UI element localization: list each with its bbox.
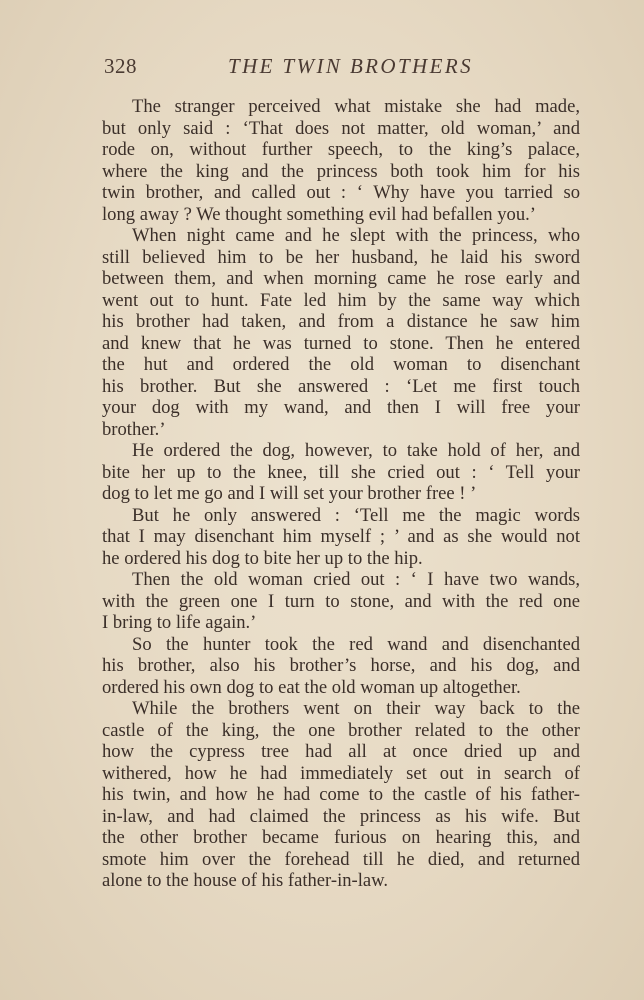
text-line: dog to let me go and I will set your brother free ! ’ <box>102 483 477 504</box>
text-line: When night came and he slept with the princess, who <box>132 225 580 246</box>
text-line: While the brothers went on their way back to the <box>132 698 580 719</box>
text-line: bite her up to the knee, till she cried out : ‘ Tell your <box>102 461 580 483</box>
text-line: and knew that he was turned to stone. Then he entered <box>102 332 580 354</box>
text-line: smote him over the forehead till he died, and returned <box>102 848 580 870</box>
text-line: his brother. But she answered : ‘Let me first touch <box>102 375 580 397</box>
body-text <box>102 96 580 892</box>
text-line: rode on, without further speech, to the king’s palace, <box>102 139 580 160</box>
text-line: that I may disenchant him myself ; ’ and as she would not <box>102 526 580 547</box>
text-line: between them, and when morning came he rose early and <box>102 268 580 289</box>
text-line: how the cypress tree had all at once dried up and <box>102 741 580 762</box>
page-number: 328 <box>104 54 137 78</box>
text-line: the hut and ordered the old woman to disenchant <box>102 354 580 375</box>
text-line: alone to the house of his father-in-law. <box>102 870 389 891</box>
text-line: I bring to life again.’ <box>102 612 257 633</box>
text-line: your dog with my wand, and then I will free your <box>102 397 580 418</box>
text-line: where the king and the princess both took him for his <box>102 160 580 182</box>
text-line: his brother, also his brother’s horse, and his dog, and <box>102 655 580 676</box>
text-line: he ordered his dog to bite her up to the hip. <box>102 547 423 569</box>
text-line: ordered his own dog to eat the old woman up altogether. <box>102 676 521 698</box>
text-line: The stranger perceived what mistake she had made, <box>132 96 580 117</box>
text-line: twin brother, and called out : ‘ Why have you tarried so <box>102 182 580 203</box>
text-line: his twin, and how he had come to the castle of his father- <box>102 784 580 805</box>
text-line: He ordered the dog, however, to take hold of her, and <box>132 440 580 461</box>
text-line: still believed him to be her husband, he laid his sword <box>102 246 580 268</box>
text-line: So the hunter took the red wand and disenchanted <box>132 633 580 655</box>
running-head: THE TWIN BROTHERS <box>228 54 473 78</box>
text-line: brother.’ <box>102 418 166 440</box>
text-line: castle of the king, the one brother related to the other <box>102 719 580 741</box>
text-line: Then the old woman cried out : ‘ I have two wands, <box>132 569 580 590</box>
text-line: long away ? We thought something evil had befallen you.’ <box>102 203 536 225</box>
text-line: but only said : ‘That does not matter, old woman,’ and <box>102 117 580 139</box>
text-line: But he only answered : ‘Tell me the magic words <box>132 504 580 526</box>
text-line: the other brother became furious on hearing this, and <box>102 827 580 848</box>
text-line: in-law, and had claimed the princess as his wife. But <box>102 805 580 827</box>
text-line: went out to hunt. Fate led him by the same way which <box>102 289 580 311</box>
page-header <box>104 54 582 84</box>
text-line: with the green one I turn to stone, and with the red one <box>102 590 580 612</box>
text-line: withered, how he had immediately set out in search of <box>102 762 580 784</box>
text-line: his brother had taken, and from a distance he saw him <box>102 311 580 332</box>
